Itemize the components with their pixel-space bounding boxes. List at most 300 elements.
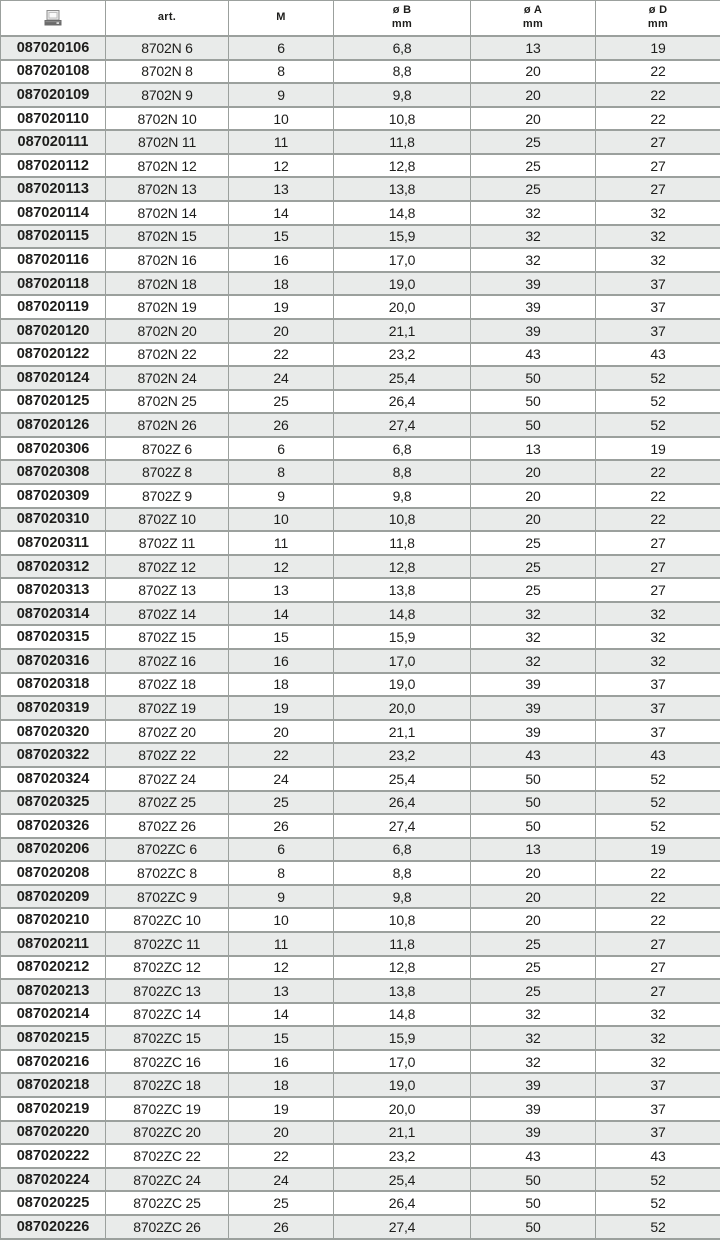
column-header-diameter-b <box>334 1 471 37</box>
cell-code: 087020316 <box>1 649 106 673</box>
cell-m: 26 <box>229 1215 334 1239</box>
cell-diameter-a: 20 <box>471 908 596 932</box>
cell-diameter-a: 32 <box>471 602 596 626</box>
table-row <box>1 908 720 932</box>
cell-m: 6 <box>229 437 334 461</box>
cell-diameter-a: 25 <box>471 130 596 154</box>
cell-diameter-d: 32 <box>596 1026 720 1050</box>
cell-diameter-d: 37 <box>596 720 720 744</box>
cell-diameter-b: 19,0 <box>334 272 471 296</box>
cell-diameter-d: 22 <box>596 83 720 107</box>
cell-diameter-b: 20,0 <box>334 295 471 319</box>
cell-diameter-d: 22 <box>596 861 720 885</box>
cell-code: 087020111 <box>1 130 106 154</box>
cell-diameter-d: 37 <box>596 319 720 343</box>
cell-diameter-d: 27 <box>596 154 720 178</box>
cell-diameter-b: 11,8 <box>334 932 471 956</box>
cell-art: 8702N 15 <box>106 225 229 249</box>
cell-diameter-a: 32 <box>471 625 596 649</box>
cell-code: 087020125 <box>1 390 106 414</box>
cell-diameter-b: 12,8 <box>334 154 471 178</box>
cell-m: 14 <box>229 602 334 626</box>
cell-art: 8702Z 20 <box>106 720 229 744</box>
cell-art: 8702Z 16 <box>106 649 229 673</box>
cell-m: 24 <box>229 767 334 791</box>
column-header-diameter-d <box>596 1 720 37</box>
cell-diameter-d: 37 <box>596 1073 720 1097</box>
cell-diameter-d: 52 <box>596 1215 720 1239</box>
cell-diameter-d: 27 <box>596 578 720 602</box>
cell-art: 8702Z 14 <box>106 602 229 626</box>
cell-m: 18 <box>229 272 334 296</box>
cell-diameter-b: 9,8 <box>334 83 471 107</box>
cell-m: 22 <box>229 343 334 367</box>
table-row <box>1 1097 720 1121</box>
cell-code: 087020209 <box>1 885 106 909</box>
cell-diameter-d: 32 <box>596 649 720 673</box>
cell-code: 087020218 <box>1 1073 106 1097</box>
cell-art: 8702ZC 22 <box>106 1144 229 1168</box>
table-row <box>1 1050 720 1074</box>
cell-art: 8702ZC 6 <box>106 838 229 862</box>
table-row <box>1 720 720 744</box>
cell-diameter-d: 52 <box>596 1191 720 1215</box>
cell-m: 9 <box>229 83 334 107</box>
printer-icon[interactable] <box>43 9 64 27</box>
cell-code: 087020213 <box>1 979 106 1003</box>
cell-diameter-a: 20 <box>471 861 596 885</box>
cell-art: 8702ZC 25 <box>106 1191 229 1215</box>
cell-diameter-a: 25 <box>471 979 596 1003</box>
cell-diameter-a: 39 <box>471 696 596 720</box>
cell-code: 087020309 <box>1 484 106 508</box>
cell-diameter-a: 20 <box>471 460 596 484</box>
cell-diameter-a: 25 <box>471 956 596 980</box>
table-row <box>1 791 720 815</box>
cell-diameter-d: 32 <box>596 201 720 225</box>
cell-m: 11 <box>229 130 334 154</box>
cell-code: 087020325 <box>1 791 106 815</box>
table-row <box>1 319 720 343</box>
cell-art: 8702N 9 <box>106 83 229 107</box>
table-row <box>1 649 720 673</box>
cell-diameter-b: 9,8 <box>334 484 471 508</box>
cell-art: 8702N 19 <box>106 295 229 319</box>
cell-m: 25 <box>229 390 334 414</box>
cell-art: 8702N 16 <box>106 248 229 272</box>
cell-diameter-d: 52 <box>596 390 720 414</box>
cell-diameter-a: 25 <box>471 555 596 579</box>
cell-diameter-a: 13 <box>471 838 596 862</box>
cell-art: 8702ZC 16 <box>106 1050 229 1074</box>
table-row <box>1 696 720 720</box>
table-row <box>1 673 720 697</box>
column-header-unit: mm <box>522 18 544 30</box>
cell-diameter-b: 23,2 <box>334 1144 471 1168</box>
header-row <box>1 1 720 37</box>
cell-diameter-d: 22 <box>596 484 720 508</box>
table-row <box>1 1121 720 1145</box>
column-header-code <box>1 1 106 37</box>
table-row <box>1 460 720 484</box>
cell-diameter-a: 13 <box>471 437 596 461</box>
cell-m: 10 <box>229 908 334 932</box>
cell-diameter-a: 13 <box>471 36 596 60</box>
cell-m: 26 <box>229 413 334 437</box>
cell-diameter-b: 13,8 <box>334 177 471 201</box>
cell-diameter-d: 37 <box>596 1097 720 1121</box>
cell-code: 087020208 <box>1 861 106 885</box>
cell-art: 8702N 11 <box>106 130 229 154</box>
cell-art: 8702ZC 13 <box>106 979 229 1003</box>
cell-diameter-b: 15,9 <box>334 1026 471 1050</box>
cell-m: 19 <box>229 295 334 319</box>
table-row <box>1 272 720 296</box>
cell-diameter-b: 21,1 <box>334 319 471 343</box>
cell-diameter-a: 39 <box>471 295 596 319</box>
table-row <box>1 1003 720 1027</box>
cell-diameter-a: 20 <box>471 60 596 84</box>
cell-diameter-d: 32 <box>596 602 720 626</box>
table-row <box>1 767 720 791</box>
cell-diameter-b: 26,4 <box>334 1191 471 1215</box>
cell-diameter-b: 15,9 <box>334 225 471 249</box>
cell-code: 087020222 <box>1 1144 106 1168</box>
table-row <box>1 484 720 508</box>
cell-m: 15 <box>229 1026 334 1050</box>
cell-diameter-b: 8,8 <box>334 60 471 84</box>
cell-m: 13 <box>229 578 334 602</box>
cell-m: 16 <box>229 649 334 673</box>
cell-diameter-a: 50 <box>471 791 596 815</box>
table-row <box>1 1026 720 1050</box>
cell-diameter-a: 50 <box>471 413 596 437</box>
column-header-label: ø D <box>648 4 668 17</box>
cell-art: 8702Z 24 <box>106 767 229 791</box>
cell-diameter-b: 10,8 <box>334 908 471 932</box>
cell-diameter-d: 37 <box>596 673 720 697</box>
cell-code: 087020113 <box>1 177 106 201</box>
cell-art: 8702ZC 18 <box>106 1073 229 1097</box>
cell-art: 8702ZC 10 <box>106 908 229 932</box>
cell-code: 087020322 <box>1 743 106 767</box>
column-header-unit: mm <box>647 18 669 30</box>
cell-art: 8702N 25 <box>106 390 229 414</box>
cell-diameter-a: 20 <box>471 885 596 909</box>
column-header-label: ø B <box>392 4 412 17</box>
cell-diameter-a: 39 <box>471 1121 596 1145</box>
cell-code: 087020308 <box>1 460 106 484</box>
table-row <box>1 1215 720 1239</box>
cell-diameter-b: 11,8 <box>334 130 471 154</box>
cell-diameter-b: 27,4 <box>334 413 471 437</box>
cell-diameter-d: 27 <box>596 177 720 201</box>
cell-art: 8702ZC 11 <box>106 932 229 956</box>
cell-diameter-b: 21,1 <box>334 1121 471 1145</box>
cell-art: 8702N 13 <box>106 177 229 201</box>
cell-diameter-d: 32 <box>596 1050 720 1074</box>
cell-diameter-a: 25 <box>471 154 596 178</box>
cell-code: 087020319 <box>1 696 106 720</box>
cell-diameter-d: 37 <box>596 295 720 319</box>
cell-diameter-b: 15,9 <box>334 625 471 649</box>
cell-diameter-d: 43 <box>596 343 720 367</box>
cell-diameter-d: 32 <box>596 625 720 649</box>
cell-m: 24 <box>229 1168 334 1192</box>
table-row <box>1 130 720 154</box>
cell-m: 11 <box>229 531 334 555</box>
cell-diameter-a: 32 <box>471 225 596 249</box>
cell-code: 087020326 <box>1 814 106 838</box>
cell-diameter-b: 10,8 <box>334 508 471 532</box>
cell-diameter-d: 52 <box>596 791 720 815</box>
cell-m: 25 <box>229 1191 334 1215</box>
table-row <box>1 578 720 602</box>
cell-diameter-b: 26,4 <box>334 791 471 815</box>
cell-m: 26 <box>229 814 334 838</box>
cell-diameter-b: 13,8 <box>334 578 471 602</box>
cell-diameter-b: 13,8 <box>334 979 471 1003</box>
cell-code: 087020120 <box>1 319 106 343</box>
table-row <box>1 602 720 626</box>
cell-code: 087020320 <box>1 720 106 744</box>
cell-m: 10 <box>229 107 334 131</box>
cell-code: 087020124 <box>1 366 106 390</box>
cell-diameter-b: 10,8 <box>334 107 471 131</box>
cell-m: 25 <box>229 791 334 815</box>
cell-m: 14 <box>229 1003 334 1027</box>
cell-art: 8702Z 22 <box>106 743 229 767</box>
cell-code: 087020219 <box>1 1097 106 1121</box>
cell-diameter-d: 52 <box>596 767 720 791</box>
table-row <box>1 508 720 532</box>
table-row <box>1 60 720 84</box>
cell-code: 087020108 <box>1 60 106 84</box>
cell-m: 16 <box>229 248 334 272</box>
column-header-label: M <box>276 11 286 24</box>
cell-code: 087020324 <box>1 767 106 791</box>
cell-diameter-d: 22 <box>596 508 720 532</box>
cell-code: 087020312 <box>1 555 106 579</box>
cell-m: 22 <box>229 743 334 767</box>
table-row <box>1 390 720 414</box>
cell-m: 20 <box>229 720 334 744</box>
cell-diameter-d: 27 <box>596 130 720 154</box>
cell-art: 8702N 8 <box>106 60 229 84</box>
table-row <box>1 743 720 767</box>
cell-code: 087020306 <box>1 437 106 461</box>
cell-code: 087020126 <box>1 413 106 437</box>
table-row <box>1 177 720 201</box>
table-row <box>1 838 720 862</box>
cell-diameter-a: 39 <box>471 720 596 744</box>
cell-diameter-a: 50 <box>471 390 596 414</box>
cell-art: 8702Z 9 <box>106 484 229 508</box>
cell-m: 13 <box>229 177 334 201</box>
cell-diameter-b: 25,4 <box>334 1168 471 1192</box>
table-row <box>1 437 720 461</box>
column-header-m <box>229 1 334 37</box>
cell-diameter-b: 12,8 <box>334 555 471 579</box>
cell-diameter-d: 27 <box>596 531 720 555</box>
cell-art: 8702N 22 <box>106 343 229 367</box>
table-row <box>1 413 720 437</box>
cell-diameter-a: 32 <box>471 1050 596 1074</box>
cell-art: 8702ZC 9 <box>106 885 229 909</box>
cell-diameter-b: 11,8 <box>334 531 471 555</box>
cell-diameter-a: 50 <box>471 1191 596 1215</box>
cell-art: 8702Z 25 <box>106 791 229 815</box>
cell-m: 6 <box>229 36 334 60</box>
table-row <box>1 83 720 107</box>
cell-m: 12 <box>229 555 334 579</box>
cell-diameter-b: 6,8 <box>334 36 471 60</box>
cell-diameter-b: 17,0 <box>334 1050 471 1074</box>
cell-diameter-b: 27,4 <box>334 814 471 838</box>
cell-code: 087020314 <box>1 602 106 626</box>
cell-m: 16 <box>229 1050 334 1074</box>
cell-art: 8702N 14 <box>106 201 229 225</box>
cell-diameter-a: 39 <box>471 1097 596 1121</box>
cell-m: 8 <box>229 861 334 885</box>
cell-code: 087020313 <box>1 578 106 602</box>
cell-diameter-a: 25 <box>471 932 596 956</box>
cell-code: 087020109 <box>1 83 106 107</box>
cell-code: 087020211 <box>1 932 106 956</box>
cell-m: 9 <box>229 484 334 508</box>
cell-code: 087020220 <box>1 1121 106 1145</box>
cell-art: 8702Z 10 <box>106 508 229 532</box>
cell-code: 087020210 <box>1 908 106 932</box>
cell-diameter-a: 20 <box>471 484 596 508</box>
cell-diameter-d: 22 <box>596 107 720 131</box>
cell-diameter-a: 32 <box>471 201 596 225</box>
cell-diameter-d: 32 <box>596 225 720 249</box>
cell-diameter-d: 22 <box>596 885 720 909</box>
table-row <box>1 107 720 131</box>
table-row <box>1 1168 720 1192</box>
table-row <box>1 201 720 225</box>
cell-art: 8702Z 18 <box>106 673 229 697</box>
cell-code: 087020110 <box>1 107 106 131</box>
cell-diameter-a: 39 <box>471 1073 596 1097</box>
column-header-label: art. <box>157 11 177 24</box>
cell-m: 13 <box>229 979 334 1003</box>
cell-diameter-d: 52 <box>596 814 720 838</box>
cell-diameter-a: 50 <box>471 1168 596 1192</box>
cell-m: 15 <box>229 225 334 249</box>
cell-diameter-b: 25,4 <box>334 767 471 791</box>
column-header-unit: mm <box>391 18 413 30</box>
table-row <box>1 979 720 1003</box>
cell-art: 8702ZC 20 <box>106 1121 229 1145</box>
cell-m: 12 <box>229 154 334 178</box>
table-row <box>1 531 720 555</box>
cell-art: 8702ZC 15 <box>106 1026 229 1050</box>
cell-diameter-d: 52 <box>596 413 720 437</box>
cell-code: 087020115 <box>1 225 106 249</box>
cell-art: 8702N 6 <box>106 36 229 60</box>
cell-art: 8702N 26 <box>106 413 229 437</box>
cell-diameter-a: 50 <box>471 1215 596 1239</box>
cell-diameter-a: 39 <box>471 673 596 697</box>
cell-art: 8702Z 15 <box>106 625 229 649</box>
cell-art: 8702ZC 24 <box>106 1168 229 1192</box>
cell-code: 087020225 <box>1 1191 106 1215</box>
cell-diameter-b: 20,0 <box>334 696 471 720</box>
column-header-diameter-a <box>471 1 596 37</box>
cell-m: 8 <box>229 60 334 84</box>
cell-code: 087020112 <box>1 154 106 178</box>
cell-diameter-d: 27 <box>596 555 720 579</box>
cell-diameter-b: 23,2 <box>334 343 471 367</box>
cell-diameter-b: 9,8 <box>334 885 471 909</box>
cell-code: 087020212 <box>1 956 106 980</box>
cell-art: 8702N 20 <box>106 319 229 343</box>
cell-diameter-a: 39 <box>471 272 596 296</box>
cell-diameter-b: 6,8 <box>334 838 471 862</box>
cell-art: 8702N 18 <box>106 272 229 296</box>
table-row <box>1 248 720 272</box>
cell-diameter-a: 20 <box>471 508 596 532</box>
cell-diameter-b: 27,4 <box>334 1215 471 1239</box>
cell-diameter-d: 22 <box>596 460 720 484</box>
table-row <box>1 154 720 178</box>
table-row <box>1 932 720 956</box>
cell-diameter-d: 22 <box>596 60 720 84</box>
cell-code: 087020315 <box>1 625 106 649</box>
cell-diameter-d: 37 <box>596 696 720 720</box>
table-row <box>1 36 720 60</box>
cell-diameter-d: 27 <box>596 979 720 1003</box>
cell-diameter-d: 43 <box>596 743 720 767</box>
cell-diameter-b: 19,0 <box>334 1073 471 1097</box>
cell-diameter-a: 50 <box>471 767 596 791</box>
cell-diameter-d: 37 <box>596 1121 720 1145</box>
cell-art: 8702Z 12 <box>106 555 229 579</box>
table-row <box>1 1144 720 1168</box>
cell-m: 9 <box>229 885 334 909</box>
cell-diameter-a: 25 <box>471 177 596 201</box>
table-row <box>1 295 720 319</box>
cell-diameter-b: 17,0 <box>334 248 471 272</box>
cell-code: 087020206 <box>1 838 106 862</box>
cell-diameter-b: 19,0 <box>334 673 471 697</box>
table-row <box>1 956 720 980</box>
cell-m: 20 <box>229 1121 334 1145</box>
cell-code: 087020318 <box>1 673 106 697</box>
cell-diameter-a: 50 <box>471 814 596 838</box>
cell-diameter-b: 14,8 <box>334 602 471 626</box>
cell-diameter-a: 43 <box>471 343 596 367</box>
cell-m: 19 <box>229 696 334 720</box>
cell-art: 8702N 10 <box>106 107 229 131</box>
cell-diameter-a: 32 <box>471 1026 596 1050</box>
cell-diameter-b: 8,8 <box>334 861 471 885</box>
cell-art: 8702Z 26 <box>106 814 229 838</box>
cell-code: 087020215 <box>1 1026 106 1050</box>
cell-diameter-b: 21,1 <box>334 720 471 744</box>
cell-diameter-b: 14,8 <box>334 201 471 225</box>
table-row <box>1 861 720 885</box>
cell-diameter-b: 12,8 <box>334 956 471 980</box>
cell-diameter-d: 19 <box>596 36 720 60</box>
table-row <box>1 343 720 367</box>
cell-code: 087020119 <box>1 295 106 319</box>
column-header-label: ø A <box>523 4 543 17</box>
cell-code: 087020226 <box>1 1215 106 1239</box>
cell-m: 20 <box>229 319 334 343</box>
